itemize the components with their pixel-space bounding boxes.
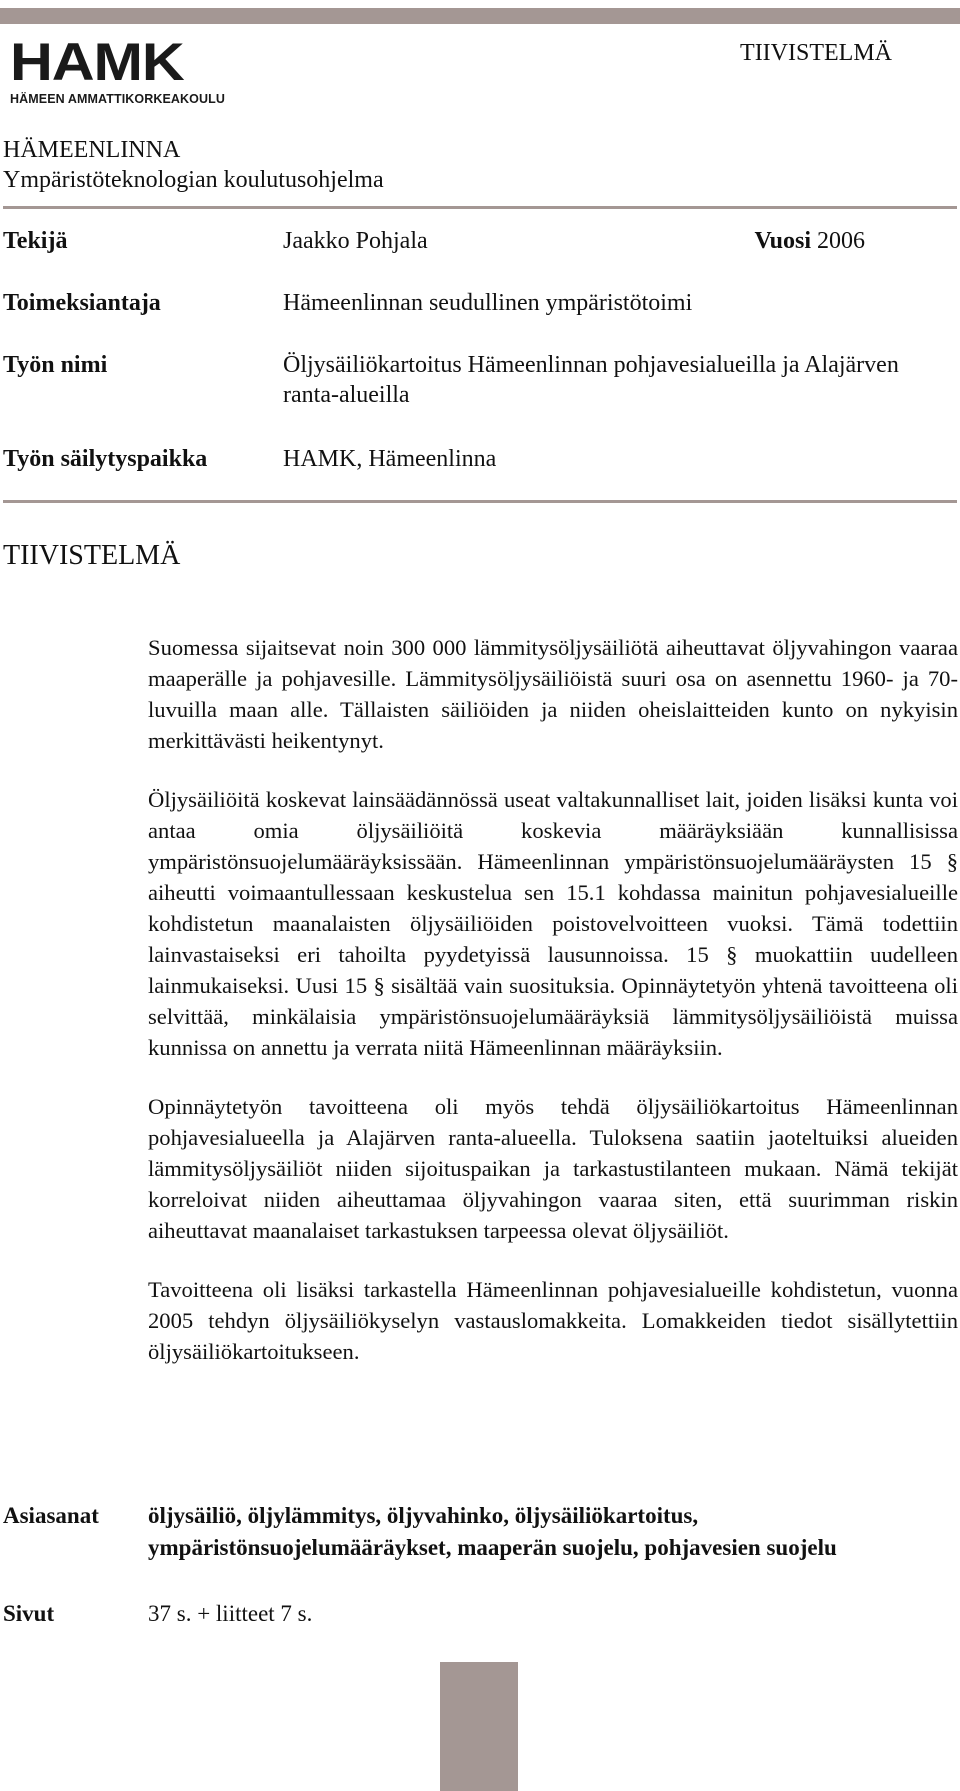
divider-middle: [3, 500, 957, 503]
abstract-heading: TIIVISTELMÄ: [3, 540, 181, 571]
storage-label: Työn säilytyspaikka: [3, 446, 208, 472]
hamk-logo: [10, 33, 246, 106]
top-decorative-bar: [0, 8, 960, 24]
abstract-paragraph: Tavoitteena oli lisäksi tarkastella Hämeenlinnan pohjavesialueille kohdistetun, vuonna 2005 tehdyn öljysäiliökyselyn vastauslomakkeita. Lomakkeiden tiedot sisällytettiin öljysäiliökartoitukseen.: [148, 1277, 958, 1364]
document-type-label: TIIVISTELMÄ: [740, 40, 892, 66]
pages-row: [3, 1598, 603, 1630]
keywords-row: [3, 1500, 957, 1564]
abstract-paragraph: Opinnäytetyön tavoitteena oli myös tehdä öljysäiliökartoitus Hämeenlinnan pohjavesialueella ja Alajärven ranta-alueella. Tuloksena saatiin jaoteltuiksi alueiden lämmitysöljysäiliöt niiden sijoituspaikan ja tarkastustilanteen mukaan. Nämä tekijät korreloivat niiden aiheuttamaa öljyvahingon vaaraa siten, että suurimman riskin aiheuttavat maanalaiset tarkastuksen tarpeessa olevat öljysäiliöt.: [148, 1094, 958, 1243]
bottom-decorative-block: [440, 1662, 518, 1791]
year-block: [755, 226, 865, 256]
year-label: Vuosi: [754, 228, 811, 254]
keywords-value: öljysäiliö, öljylämmitys, öljyvahinko, öljysäiliökartoitus, ympäristönsuojelumääräykset, maaperän suojelu, pohjavesien suojelu: [148, 1503, 837, 1560]
institution-city: HÄMEENLINNA: [3, 137, 181, 163]
title-label: Työn nimi: [3, 352, 108, 378]
commissioner-value: Hämeenlinnan seudullinen ympäristötoimi: [283, 290, 693, 316]
institution-programme: Ympäristöteknologian koulutusohjelma: [3, 167, 384, 193]
abstract-paragraph: Öljysäiliöitä koskevat lainsäädännössä useat valtakunnalliset lait, joiden lisäksi kunta voi antaa omia öljysäiliöitä koskevia määräyksiään kunnallisissa ympäristönsuojelumääräyksissään. Hämeenlinnan ympäristönsuojelumääräysten 15 § aiheutti voimaantullessaan keskustelua sen 15.1 kohdassa mainitun pohjavesialueille kohdistetun maanalaisten öljysäiliöiden poistovelvoitteen vuoksi. Tämä todettiin lainvastaiseksi eri tahoilta pyydetyissä lausunnoissa. 15 § muokattiin uudelleen lainmukaiseksi. Uusi 15 § sisältää vain suosituksia. Opinnäytetyön yhtenä tavoitteena oli selvittää, minkälaisia ympäristönsuojelumääräyksiä lämmitysöljysäiliöistä muissa kunnissa on annettu ja verrata niitä Hämeenlinnan määräyksiin.: [148, 787, 958, 1060]
pages-value: 37 s. + liitteet 7 s.: [148, 1601, 313, 1626]
author-value: Jaakko Pohjala: [283, 228, 428, 254]
institution-block: [3, 135, 384, 195]
logo-wordmark: HAMK: [10, 33, 184, 92]
abstract-paragraph: Suomessa sijaitsevat noin 300 000 lämmitysöljysäiliötä aiheuttavat öljyvahingon vaaraa maaperälle ja pohjavesille. Lämmitysöljysäiliöistä suuri osa on asennettu 1960- ja 70- luvuilla maan alle. Tällaisten säiliöiden ja niiden oheislaitteiden kunto on nykyisin merkittävästi heikentynyt.: [148, 635, 958, 753]
author-label: Tekijä: [3, 228, 68, 254]
divider-top: [3, 206, 957, 209]
abstract-body: [148, 632, 958, 1395]
keywords-label: Asiasanat: [3, 1503, 99, 1528]
logo-subtitle: HÄMEEN AMMATTIKORKEAKOULU: [10, 92, 225, 106]
commissioner-label: Toimeksiantaja: [3, 290, 161, 316]
storage-value: HAMK, Hämeenlinna: [283, 446, 497, 472]
title-value: Öljysäiliökartoitus Hämeenlinnan pohjavesialueilla ja Alajärven ranta-alueilla: [283, 352, 899, 408]
year-value: 2006: [817, 228, 865, 254]
pages-label: Sivut: [3, 1601, 55, 1626]
